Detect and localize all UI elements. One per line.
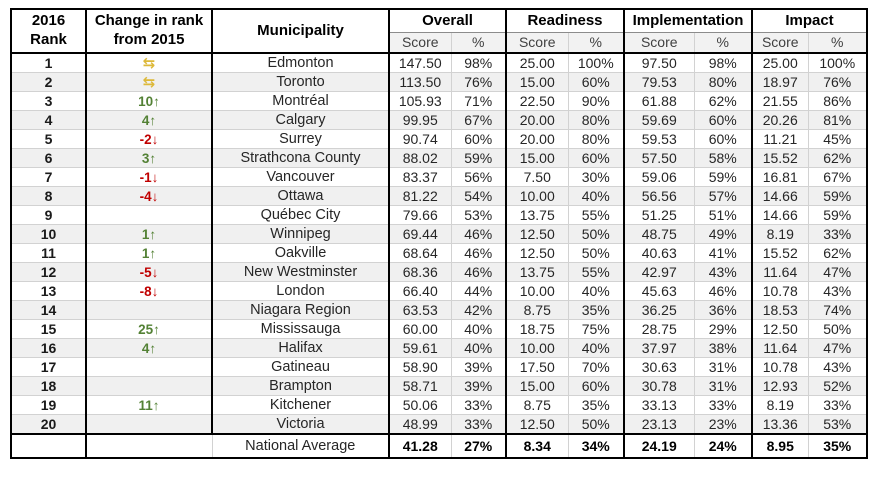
subheader-readiness-pct: % — [568, 32, 624, 53]
overall-score-cell: 48.99 — [389, 415, 451, 434]
table-row — [11, 415, 867, 434]
implementation-score-cell: 37.97 — [624, 339, 694, 358]
rank-cell: 12 — [11, 263, 86, 282]
change-cell: 10↑ — [86, 92, 212, 111]
subheader-readiness-score: Score — [506, 32, 568, 53]
impact-pct-cell: 47% — [808, 263, 867, 282]
overall-pct-cell: 39% — [451, 358, 506, 377]
col-header-implementation: Implementation — [624, 9, 752, 32]
rank-cell: 9 — [11, 206, 86, 225]
implementation-score-cell: 59.69 — [624, 111, 694, 130]
overall-pct-cell: 71% — [451, 92, 506, 111]
col-header-rank — [11, 9, 86, 53]
rank-cell: 6 — [11, 149, 86, 168]
overall-pct-cell: 42% — [451, 301, 506, 320]
readiness-score-cell: 10.00 — [506, 187, 568, 206]
overall-pct-cell: 44% — [451, 282, 506, 301]
overall-score-cell: 81.22 — [389, 187, 451, 206]
implementation-score-cell: 51.25 — [624, 206, 694, 225]
table-row — [11, 168, 867, 187]
implementation-pct-cell: 59% — [694, 168, 752, 187]
table-body — [11, 53, 867, 458]
readiness-pct-cell: 30% — [568, 168, 624, 187]
implementation-score-cell: 79.53 — [624, 73, 694, 92]
table-row — [11, 320, 867, 339]
rank-cell: 8 — [11, 187, 86, 206]
subheader-impact-pct: % — [808, 32, 867, 53]
overall-score-cell: 105.93 — [389, 92, 451, 111]
change-cell: 4↑ — [86, 339, 212, 358]
readiness-score-cell: 22.50 — [506, 92, 568, 111]
national-average-row — [11, 434, 867, 458]
impact-pct-cell: 67% — [808, 168, 867, 187]
readiness-score-cell: 18.75 — [506, 320, 568, 339]
readiness-pct-cell: 50% — [568, 225, 624, 244]
table-row — [11, 206, 867, 225]
readiness-pct-cell: 80% — [568, 111, 624, 130]
change-cell — [86, 415, 212, 434]
municipality-cell: Halifax — [212, 339, 389, 358]
subheader-implementation-pct: % — [694, 32, 752, 53]
change-cell: -5↓ — [86, 263, 212, 282]
overall-score-cell: 79.66 — [389, 206, 451, 225]
change-cell: ⇆ — [86, 53, 212, 73]
col-header-municipality: Municipality — [212, 9, 389, 53]
subheader-impact-score: Score — [752, 32, 808, 53]
change-cell: 3↑ — [86, 149, 212, 168]
impact-score-cell: 13.36 — [752, 415, 808, 434]
implementation-pct-cell: 31% — [694, 358, 752, 377]
readiness-score-cell: 10.00 — [506, 282, 568, 301]
overall-pct-cell: 27% — [451, 434, 506, 458]
implementation-pct-cell: 49% — [694, 225, 752, 244]
rank-cell: 16 — [11, 339, 86, 358]
implementation-score-cell: 33.13 — [624, 396, 694, 415]
implementation-score-cell: 30.78 — [624, 377, 694, 396]
municipality-cell: Vancouver — [212, 168, 389, 187]
overall-score-cell: 68.36 — [389, 263, 451, 282]
overall-pct-cell: 46% — [451, 225, 506, 244]
change-cell: 11↑ — [86, 396, 212, 415]
implementation-score-cell: 40.63 — [624, 244, 694, 263]
implementation-pct-cell: 38% — [694, 339, 752, 358]
overall-score-cell: 90.74 — [389, 130, 451, 149]
overall-score-cell: 69.44 — [389, 225, 451, 244]
impact-score-cell: 10.78 — [752, 358, 808, 377]
impact-score-cell: 14.66 — [752, 187, 808, 206]
overall-pct-cell: 59% — [451, 149, 506, 168]
overall-score-cell: 50.06 — [389, 396, 451, 415]
readiness-pct-cell: 35% — [568, 301, 624, 320]
readiness-score-cell: 15.00 — [506, 73, 568, 92]
table-row — [11, 92, 867, 111]
impact-score-cell: 11.64 — [752, 263, 808, 282]
change-cell — [86, 206, 212, 225]
rank-cell — [11, 434, 86, 458]
rank-cell: 14 — [11, 301, 86, 320]
overall-score-cell: 41.28 — [389, 434, 451, 458]
readiness-pct-cell: 60% — [568, 149, 624, 168]
readiness-score-cell: 8.75 — [506, 301, 568, 320]
col-header-readiness: Readiness — [506, 9, 624, 32]
impact-score-cell: 8.19 — [752, 225, 808, 244]
impact-score-cell: 25.00 — [752, 53, 808, 73]
municipality-cell: Oakville — [212, 244, 389, 263]
impact-score-cell: 15.52 — [752, 244, 808, 263]
impact-pct-cell: 52% — [808, 377, 867, 396]
impact-pct-cell: 81% — [808, 111, 867, 130]
overall-pct-cell: 33% — [451, 396, 506, 415]
implementation-pct-cell: 58% — [694, 149, 752, 168]
impact-score-cell: 18.97 — [752, 73, 808, 92]
readiness-pct-cell: 100% — [568, 53, 624, 73]
municipality-cell: Brampton — [212, 377, 389, 396]
readiness-pct-cell: 50% — [568, 244, 624, 263]
overall-score-cell: 60.00 — [389, 320, 451, 339]
table-row — [11, 130, 867, 149]
impact-pct-cell: 59% — [808, 187, 867, 206]
implementation-pct-cell: 80% — [694, 73, 752, 92]
table-row — [11, 263, 867, 282]
readiness-score-cell: 13.75 — [506, 263, 568, 282]
table-header — [11, 9, 867, 53]
impact-score-cell: 15.52 — [752, 149, 808, 168]
overall-score-cell: 63.53 — [389, 301, 451, 320]
implementation-score-cell: 28.75 — [624, 320, 694, 339]
change-cell: -1↓ — [86, 168, 212, 187]
overall-score-cell: 147.50 — [389, 53, 451, 73]
impact-score-cell: 14.66 — [752, 206, 808, 225]
implementation-score-cell: 45.63 — [624, 282, 694, 301]
table-row — [11, 225, 867, 244]
municipality-cell: Edmonton — [212, 53, 389, 73]
municipality-ranking-table — [10, 8, 868, 459]
impact-pct-cell: 100% — [808, 53, 867, 73]
overall-pct-cell: 40% — [451, 339, 506, 358]
municipality-cell: Surrey — [212, 130, 389, 149]
implementation-score-cell: 23.13 — [624, 415, 694, 434]
implementation-score-cell: 48.75 — [624, 225, 694, 244]
overall-score-cell: 113.50 — [389, 73, 451, 92]
table-row — [11, 244, 867, 263]
implementation-pct-cell: 60% — [694, 130, 752, 149]
change-cell — [86, 358, 212, 377]
overall-pct-cell: 98% — [451, 53, 506, 73]
readiness-score-cell: 8.34 — [506, 434, 568, 458]
overall-score-cell: 58.71 — [389, 377, 451, 396]
overall-pct-cell: 46% — [451, 263, 506, 282]
subheader-overall-pct: % — [451, 32, 506, 53]
change-cell: 1↑ — [86, 225, 212, 244]
readiness-pct-cell: 90% — [568, 92, 624, 111]
municipality-cell: Toronto — [212, 73, 389, 92]
overall-pct-cell: 40% — [451, 320, 506, 339]
implementation-pct-cell: 24% — [694, 434, 752, 458]
implementation-pct-cell: 36% — [694, 301, 752, 320]
municipality-cell: Mississauga — [212, 320, 389, 339]
overall-pct-cell: 33% — [451, 415, 506, 434]
implementation-score-cell: 24.19 — [624, 434, 694, 458]
impact-pct-cell: 86% — [808, 92, 867, 111]
overall-score-cell: 88.02 — [389, 149, 451, 168]
implementation-pct-cell: 57% — [694, 187, 752, 206]
change-cell: ⇆ — [86, 73, 212, 92]
readiness-pct-cell: 40% — [568, 187, 624, 206]
implementation-pct-cell: 33% — [694, 396, 752, 415]
impact-pct-cell: 62% — [808, 244, 867, 263]
impact-score-cell: 10.78 — [752, 282, 808, 301]
impact-score-cell: 8.19 — [752, 396, 808, 415]
table-row — [11, 339, 867, 358]
impact-pct-cell: 76% — [808, 73, 867, 92]
table-row — [11, 377, 867, 396]
overall-score-cell: 59.61 — [389, 339, 451, 358]
municipality-cell: Québec City — [212, 206, 389, 225]
implementation-score-cell: 30.63 — [624, 358, 694, 377]
municipality-cell: National Average — [212, 434, 389, 458]
readiness-pct-cell: 50% — [568, 415, 624, 434]
col-header-rank-line2: Rank — [30, 31, 67, 48]
municipality-cell: Kitchener — [212, 396, 389, 415]
impact-score-cell: 11.64 — [752, 339, 808, 358]
municipality-cell: Winnipeg — [212, 225, 389, 244]
municipality-cell: New Westminster — [212, 263, 389, 282]
overall-score-cell: 99.95 — [389, 111, 451, 130]
implementation-pct-cell: 41% — [694, 244, 752, 263]
readiness-pct-cell: 40% — [568, 282, 624, 301]
implementation-pct-cell: 46% — [694, 282, 752, 301]
readiness-pct-cell: 40% — [568, 339, 624, 358]
subheader-overall-score: Score — [389, 32, 451, 53]
readiness-score-cell: 12.50 — [506, 415, 568, 434]
readiness-pct-cell: 35% — [568, 396, 624, 415]
implementation-score-cell: 59.06 — [624, 168, 694, 187]
overall-pct-cell: 39% — [451, 377, 506, 396]
change-cell — [86, 434, 212, 458]
rank-cell: 1 — [11, 53, 86, 73]
table-row — [11, 111, 867, 130]
col-header-rank-line1: 2016 — [31, 12, 66, 30]
col-header-change-line2: from 2015 — [113, 31, 185, 48]
impact-score-cell: 18.53 — [752, 301, 808, 320]
readiness-pct-cell: 34% — [568, 434, 624, 458]
change-cell: -4↓ — [86, 187, 212, 206]
impact-pct-cell: 43% — [808, 358, 867, 377]
impact-pct-cell: 35% — [808, 434, 867, 458]
overall-pct-cell: 56% — [451, 168, 506, 187]
table-row — [11, 73, 867, 92]
col-header-change-line1: Change in rank — [94, 12, 204, 30]
readiness-pct-cell: 60% — [568, 73, 624, 92]
impact-pct-cell: 47% — [808, 339, 867, 358]
municipality-cell: London — [212, 282, 389, 301]
table-row — [11, 396, 867, 415]
overall-pct-cell: 53% — [451, 206, 506, 225]
rank-cell: 3 — [11, 92, 86, 111]
implementation-score-cell: 97.50 — [624, 53, 694, 73]
rank-cell: 19 — [11, 396, 86, 415]
table-row — [11, 282, 867, 301]
readiness-score-cell: 20.00 — [506, 130, 568, 149]
implementation-score-cell: 61.88 — [624, 92, 694, 111]
impact-pct-cell: 33% — [808, 225, 867, 244]
readiness-score-cell: 17.50 — [506, 358, 568, 377]
overall-pct-cell: 76% — [451, 73, 506, 92]
rank-cell: 2 — [11, 73, 86, 92]
rank-cell: 15 — [11, 320, 86, 339]
impact-score-cell: 11.21 — [752, 130, 808, 149]
readiness-pct-cell: 70% — [568, 358, 624, 377]
impact-score-cell: 8.95 — [752, 434, 808, 458]
impact-pct-cell: 59% — [808, 206, 867, 225]
overall-score-cell: 83.37 — [389, 168, 451, 187]
implementation-pct-cell: 98% — [694, 53, 752, 73]
readiness-score-cell: 25.00 — [506, 53, 568, 73]
overall-score-cell: 58.90 — [389, 358, 451, 377]
readiness-pct-cell: 55% — [568, 206, 624, 225]
readiness-score-cell: 7.50 — [506, 168, 568, 187]
municipality-cell: Strathcona County — [212, 149, 389, 168]
municipality-cell: Niagara Region — [212, 301, 389, 320]
readiness-score-cell: 15.00 — [506, 377, 568, 396]
change-cell — [86, 301, 212, 320]
overall-score-cell: 66.40 — [389, 282, 451, 301]
implementation-pct-cell: 51% — [694, 206, 752, 225]
municipality-cell: Montréal — [212, 92, 389, 111]
change-cell: 25↑ — [86, 320, 212, 339]
col-header-change — [86, 9, 212, 53]
readiness-pct-cell: 55% — [568, 263, 624, 282]
municipality-cell: Ottawa — [212, 187, 389, 206]
header-group-row — [11, 9, 867, 32]
readiness-pct-cell: 80% — [568, 130, 624, 149]
readiness-score-cell: 8.75 — [506, 396, 568, 415]
overall-pct-cell: 46% — [451, 244, 506, 263]
impact-score-cell: 12.50 — [752, 320, 808, 339]
implementation-score-cell: 56.56 — [624, 187, 694, 206]
impact-score-cell: 20.26 — [752, 111, 808, 130]
change-cell: -2↓ — [86, 130, 212, 149]
implementation-pct-cell: 23% — [694, 415, 752, 434]
table-row — [11, 358, 867, 377]
rank-cell: 20 — [11, 415, 86, 434]
impact-pct-cell: 53% — [808, 415, 867, 434]
impact-score-cell: 16.81 — [752, 168, 808, 187]
rank-cell: 11 — [11, 244, 86, 263]
overall-score-cell: 68.64 — [389, 244, 451, 263]
implementation-score-cell: 59.53 — [624, 130, 694, 149]
subheader-implementation-score: Score — [624, 32, 694, 53]
change-cell: 4↑ — [86, 111, 212, 130]
rank-cell: 18 — [11, 377, 86, 396]
implementation-pct-cell: 31% — [694, 377, 752, 396]
impact-pct-cell: 45% — [808, 130, 867, 149]
col-header-overall: Overall — [389, 9, 506, 32]
readiness-score-cell: 10.00 — [506, 339, 568, 358]
rank-cell: 13 — [11, 282, 86, 301]
implementation-pct-cell: 43% — [694, 263, 752, 282]
impact-score-cell: 12.93 — [752, 377, 808, 396]
table-row — [11, 149, 867, 168]
change-cell: 1↑ — [86, 244, 212, 263]
change-cell: -8↓ — [86, 282, 212, 301]
rank-cell: 4 — [11, 111, 86, 130]
implementation-pct-cell: 29% — [694, 320, 752, 339]
col-header-impact: Impact — [752, 9, 867, 32]
overall-pct-cell: 54% — [451, 187, 506, 206]
readiness-score-cell: 12.50 — [506, 244, 568, 263]
rank-cell: 17 — [11, 358, 86, 377]
rank-cell: 5 — [11, 130, 86, 149]
readiness-pct-cell: 75% — [568, 320, 624, 339]
implementation-score-cell: 42.97 — [624, 263, 694, 282]
impact-pct-cell: 50% — [808, 320, 867, 339]
impact-pct-cell: 33% — [808, 396, 867, 415]
rank-cell: 10 — [11, 225, 86, 244]
rank-cell: 7 — [11, 168, 86, 187]
implementation-pct-cell: 62% — [694, 92, 752, 111]
overall-pct-cell: 67% — [451, 111, 506, 130]
readiness-score-cell: 13.75 — [506, 206, 568, 225]
readiness-score-cell: 12.50 — [506, 225, 568, 244]
table-row — [11, 53, 867, 73]
implementation-score-cell: 36.25 — [624, 301, 694, 320]
readiness-score-cell: 15.00 — [506, 149, 568, 168]
table-row — [11, 301, 867, 320]
implementation-pct-cell: 60% — [694, 111, 752, 130]
impact-pct-cell: 43% — [808, 282, 867, 301]
readiness-score-cell: 20.00 — [506, 111, 568, 130]
impact-score-cell: 21.55 — [752, 92, 808, 111]
municipality-cell: Victoria — [212, 415, 389, 434]
municipality-cell: Gatineau — [212, 358, 389, 377]
implementation-score-cell: 57.50 — [624, 149, 694, 168]
municipality-cell: Calgary — [212, 111, 389, 130]
readiness-pct-cell: 60% — [568, 377, 624, 396]
overall-pct-cell: 60% — [451, 130, 506, 149]
impact-pct-cell: 74% — [808, 301, 867, 320]
impact-pct-cell: 62% — [808, 149, 867, 168]
change-cell — [86, 377, 212, 396]
table-row — [11, 187, 867, 206]
